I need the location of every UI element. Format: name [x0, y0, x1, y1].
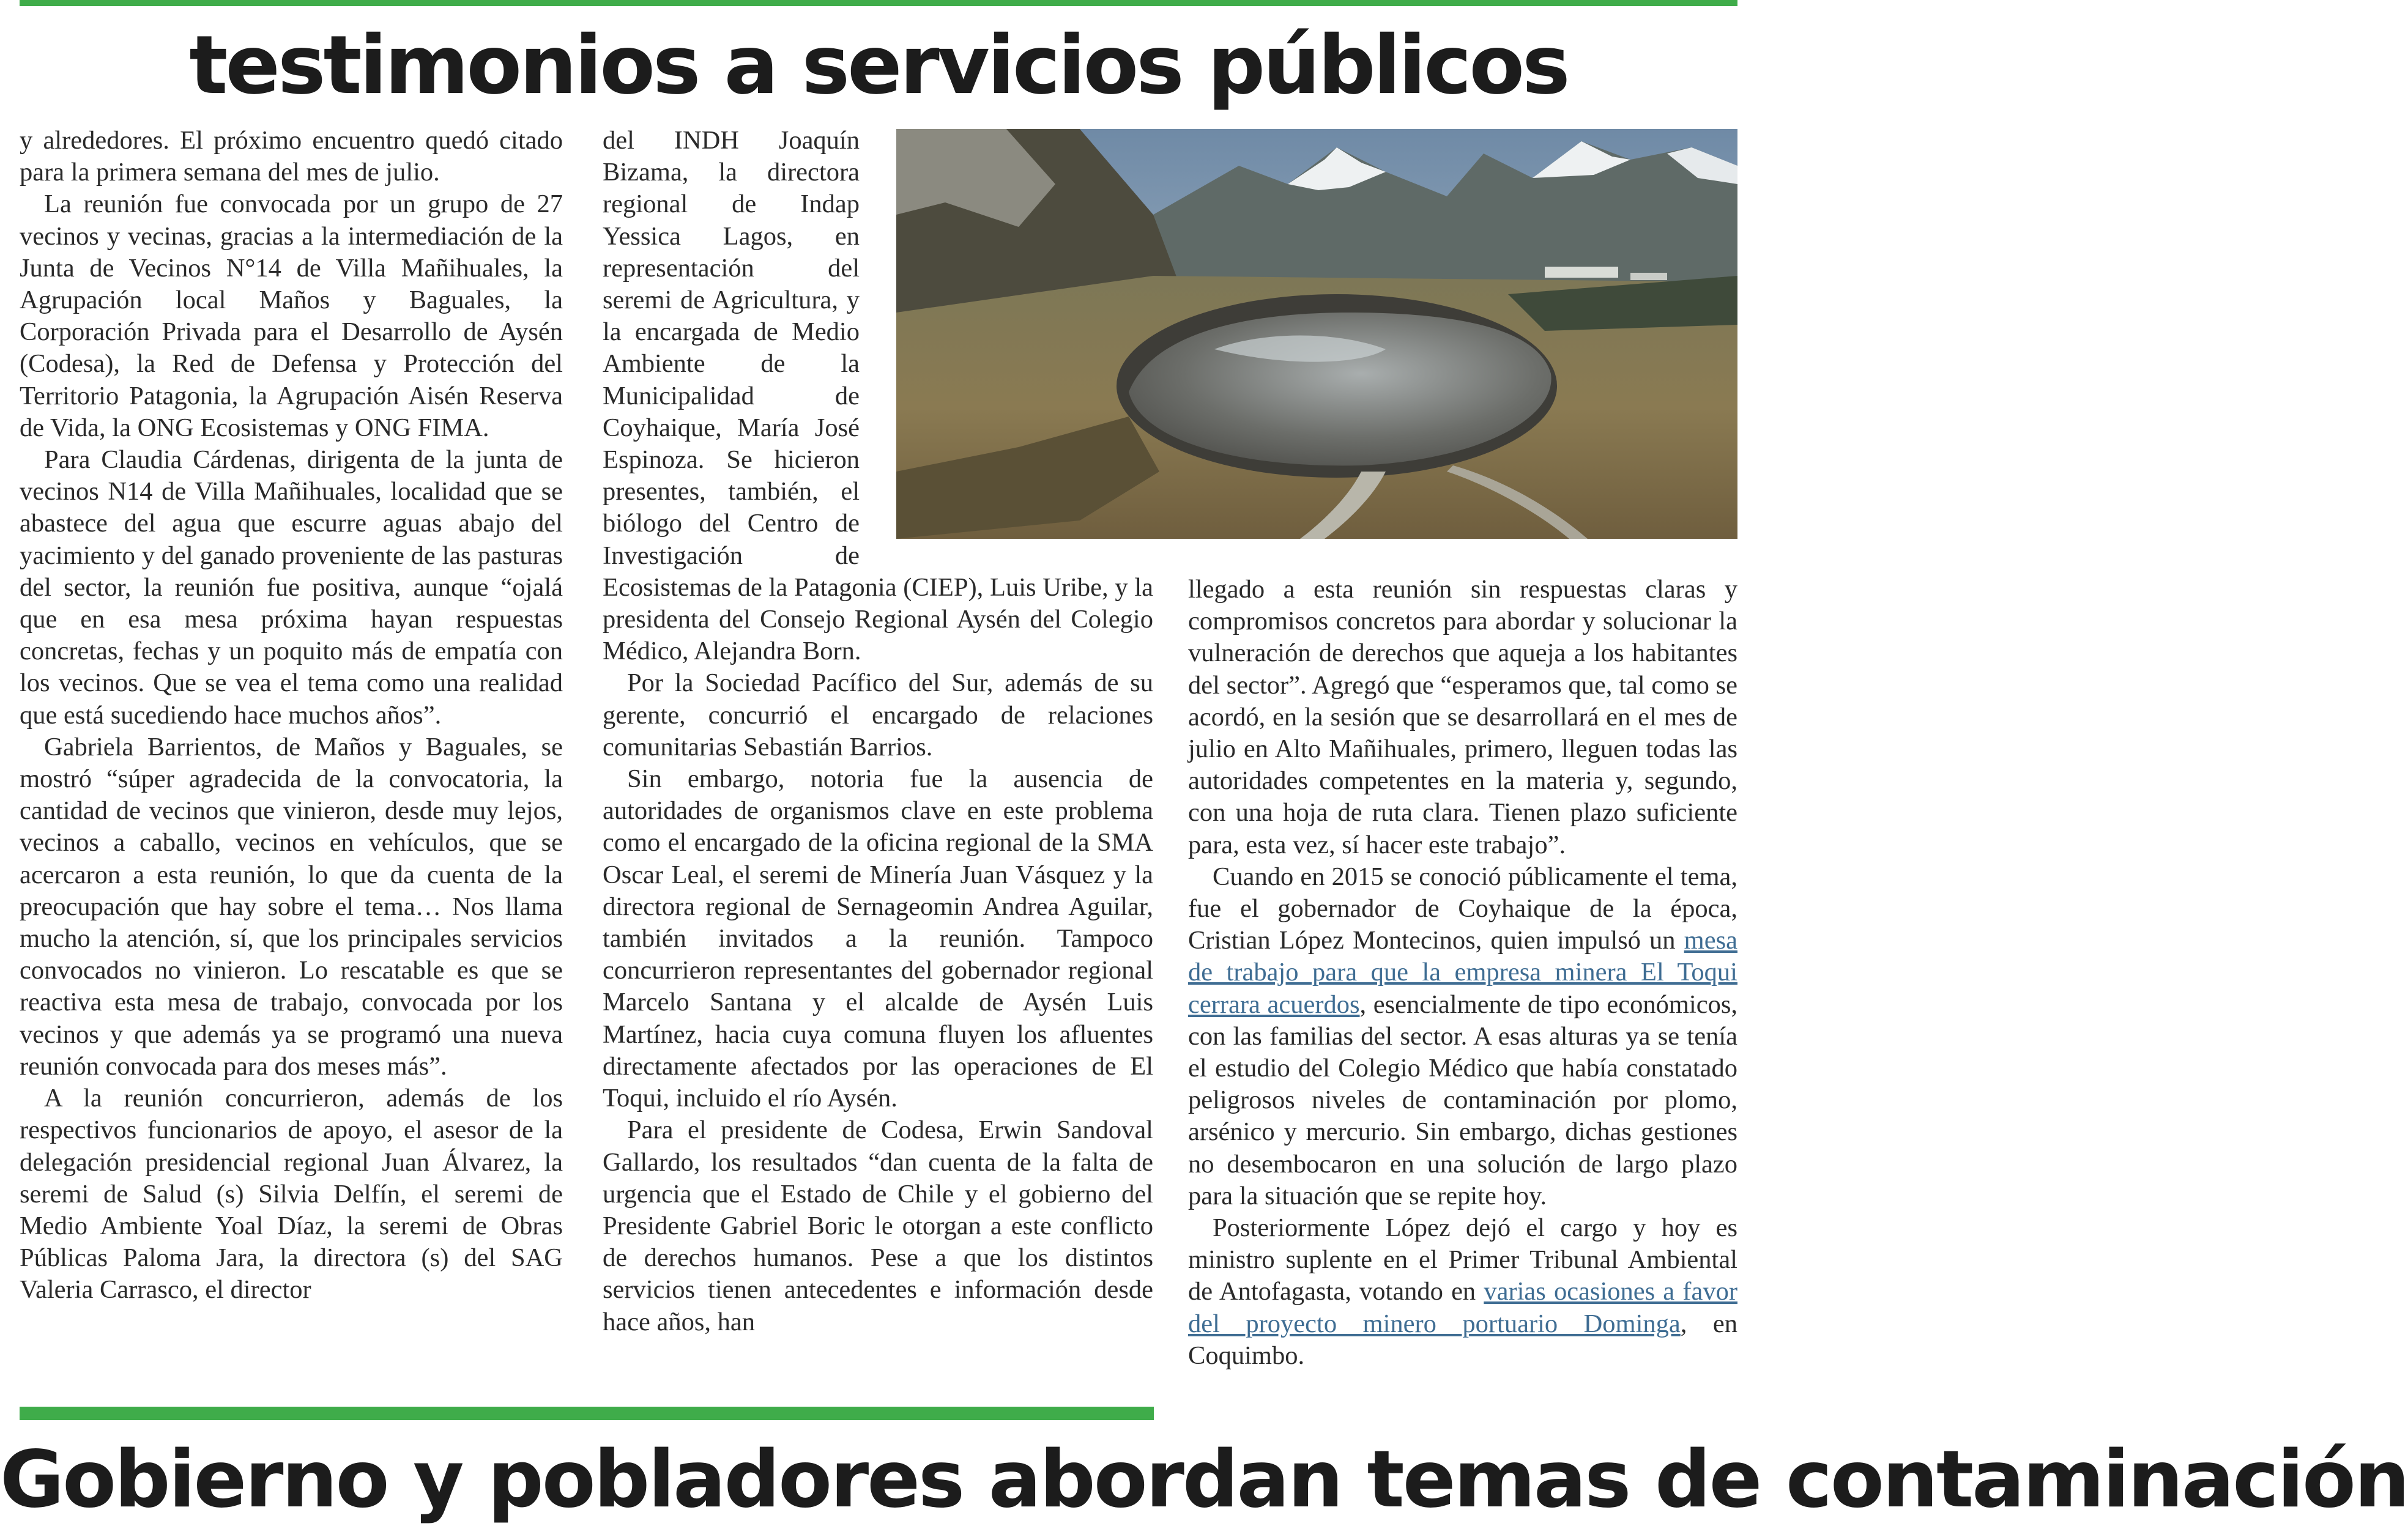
- paragraph: Para el presidente de Codesa, Erwin Sandoval Gallardo, los resultados “dan cuenta de la falta de urgencia que el Estado de Chile y el gobierno del Presidente Gabriel Boric le otorgan a este conflicto de derechos humanos. Pese a que los distintos servicios tienen antecedentes e información desde hace años, han: [603, 1116, 1153, 1336]
- paragraph-text: , esencialmente de tipo económicos, con las familias del sector. A esas alturas ya se tenía el estudio del Colegio Médico que había constatado peligrosos niveles de contaminación por plomo, arsénico y mercurio. Sin embargo, dichas gestiones no desembocaron en una solución de largo plazo para la situación que se repite hoy.: [1188, 990, 1737, 1210]
- paragraph: Para Claudia Cárdenas, dirigenta de la junta de vecinos N14 de Villa Mañihuales, localidad que se abastece del agua que escurre aguas abajo del yacimiento y del ganado proveniente de las pasturas del sector, la reunión fue positiva, aunque “ojalá que en esa mesa próxima hayan respuestas concretas, fechas y un poquito más de empatía con los vecinos. Que se vea el tema como una realidad que está sucediendo hace muchos años”.: [20, 445, 563, 730]
- mesa-de-trabajo-link[interactable]: mesa de trabajo para que la empresa minera El Toqui cerrara acuerdos: [1188, 926, 1737, 1019]
- paragraph: La reunión fue convocada por un grupo de 27 vecinos y vecinas, gracias a la intermediación de la Junta de Vecinos N°14 de Villa Mañihuales, la Agrupación local Maños y Baguales, la Corporación Privada para el Desarrollo de Aysén (Codesa), la Red de Defensa y Protección del Territorio Patagonia, la Agrupación Aisén Reserva de Vida, la ONG Ecosistemas y ONG FIMA.: [20, 190, 563, 442]
- paragraph: [1188, 1212, 1737, 1372]
- article-column-3: [1188, 574, 1737, 1442]
- next-article-headline: Gobierno y pobladores abordan temas de contaminación: [0, 1434, 2408, 1525]
- paragraph: del INDH Joaquín Bizama, la directora regional de Indap Yessica Lagos, en representación del seremi de Agricultura, y la encargada de Medio Ambiente de la Municipalidad de Coyhaique, María José Espinoza. Se hicieron presentes, también, el biólogo del Centro de Investigación de Ecosistemas de la Patagonia (CIEP), Luis Uribe, y la presidenta del Consejo Regional Aysén del Colegio Médico, Alejandra Born.: [603, 126, 1153, 666]
- tailings-pond-photo: [896, 129, 1737, 539]
- valley-landscape-image: [896, 129, 1737, 539]
- paragraph: [1188, 861, 1737, 1212]
- paragraph: A la reunión concurrieron, además de los respectivos funcionarios de apoyo, el asesor de la delegación presidencial regional Juan Álvarez, la seremi de Salud (s) Silvia Delfín, el seremi de Medio Ambiente Yoal Díaz, la seremi de Obras Públicas Paloma Jara, la directora (s) del SAG Valeria Carrasco, el director: [20, 1084, 563, 1305]
- paragraph: Por la Sociedad Pacífico del Sur, además de su gerente, concurrió el encargado de relaciones comunitarias Sebastián Barrios.: [603, 668, 1153, 761]
- paragraph-text: , en Coquimbo.: [1188, 1309, 1737, 1370]
- paragraph: Gabriela Barrientos, de Maños y Baguales, se mostró “súper agradecida de la convocatoria, la cantidad de vecinos que vinieron, desde muy lejos, vecinos a caballo, vecinos en vehículos, que se acercaron a esta reunión, lo que da cuenta de la preocupación que hay sobre el tema… Nos llama mucho la atención, sí, que los principales servicios convocados no vinieron. Lo rescatable es que se reactiva esta mesa de trabajo, convocada por los vecinos y que además ya se programó una nueva reunión convocada para dos meses más”.: [20, 732, 563, 1081]
- paragraph: Sin embargo, notoria fue la ausencia de autoridades de organismos clave en este problema como el encargado de la oficina regional de la SMA Oscar Leal, el seremi de Minería Juan Vásquez y la directora regional de Sernageomin Andrea Aguilar, también invitados a la reunión. Tampoco concurrieron representantes del gobernador regional Marcelo Santana y el alcalde de Aysén Luis Martínez, hacia cuya comuna fluyen los afluentes directamente afectados por las operaciones de El Toqui, incluido el río Aysén.: [603, 764, 1153, 1113]
- paragraph: y alrededores. El próximo encuentro quedó citado para la primera semana del mes de julio.: [20, 126, 563, 187]
- article-column-1: [20, 125, 563, 1407]
- paragraph-text: Cuando en 2015 se conoció públicamente el tema, fue el gobernador de Coyhaique de la época, Cristian López Montecinos, quien impulsó un: [1188, 862, 1737, 955]
- paragraph-text: Posteriormente López dejó el cargo y hoy es ministro suplente en el Primer Tribunal Ambiental de Antofagasta, votando en: [1188, 1213, 1737, 1306]
- dominga-votes-link[interactable]: varias ocasiones a favor del proyecto minero portuario Dominga: [1188, 1277, 1737, 1338]
- page-headline: testimonios a servicios públicos: [189, 18, 1568, 113]
- paragraph: llegado a esta reunión sin respuestas claras y compromisos concretos para abordar y solucionar la vulneración de derechos que aqueja a los habitantes del sector”. Agregó que “esperamos que, tal como se acordó, en la sesión que se desarrollará en el mes de julio en Alto Mañihuales, primero, lleguen todas las autoridades competentes en la materia y, segundo, con una hoja de ruta clara. Tienen plazo suficiente para, esta vez, sí hacer este trabajo”.: [1188, 575, 1737, 859]
- top-green-rule: [20, 0, 1737, 6]
- bottom-green-rule: [20, 1407, 1154, 1420]
